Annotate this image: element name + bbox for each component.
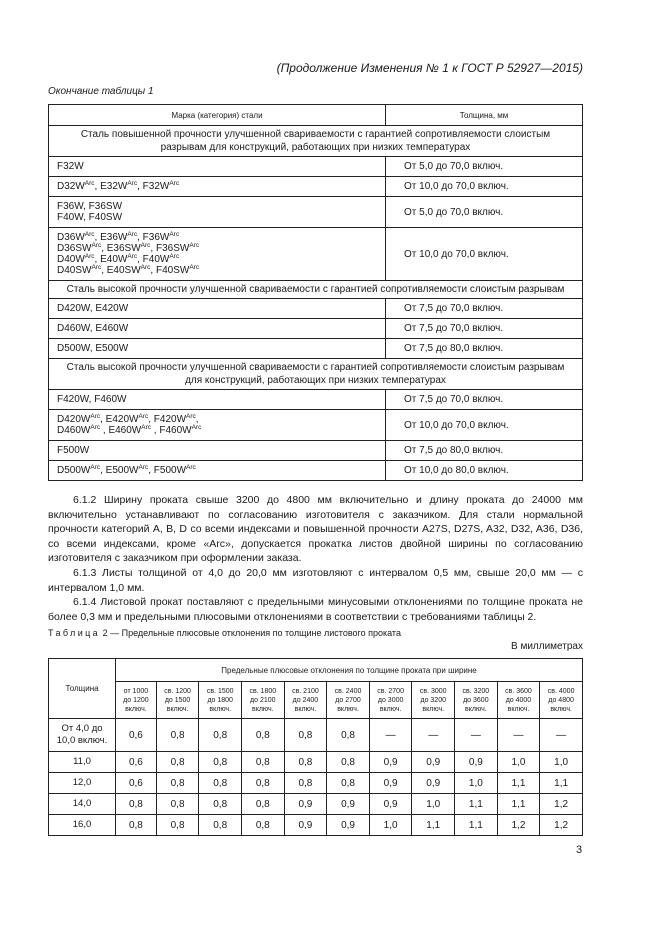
width-range-line: до 2400 — [292, 696, 319, 704]
grade-cell — [49, 410, 386, 441]
tolerance-value: 1,1 — [455, 794, 498, 815]
table2-caption — [48, 628, 401, 638]
tolerance-value: 1,0 — [497, 752, 540, 773]
tolerance-value: 0,8 — [116, 815, 157, 836]
thickness-label-line: 10,0 включ. — [56, 735, 108, 746]
tolerance-value: 1,1 — [497, 794, 540, 815]
grade-text: , F420W — [148, 414, 187, 425]
width-range-line: до 2700 — [335, 696, 361, 704]
tolerance-value: 1,0 — [455, 773, 498, 794]
width-range-header — [116, 682, 157, 719]
tolerance-value: 0,8 — [156, 752, 199, 773]
grade-line — [57, 243, 377, 254]
grade-superscript: Arc — [189, 242, 200, 249]
grade-row — [49, 461, 583, 481]
grade-cell — [49, 461, 386, 481]
grade-superscript: Arc — [84, 180, 95, 187]
width-range-header — [369, 682, 412, 719]
thickness-cell: От 10,0 до 70,0 включ. — [386, 410, 583, 441]
tolerance-group-header: Предельные плюсовые отклонения по толщине проката при ширине — [116, 659, 583, 682]
grade-text: , E36W — [94, 232, 128, 243]
tolerance-value: 0,8 — [156, 773, 199, 794]
grade-text: F420W, F460W — [57, 394, 127, 405]
grade-text: , F32W — [137, 181, 170, 192]
tolerance-value: — — [497, 719, 540, 752]
grade-text: , F40SW — [150, 265, 190, 276]
grade-text: , E36SW — [101, 243, 141, 254]
grade-text: D32W — [57, 181, 85, 192]
tolerance-value: 1,1 — [455, 815, 498, 836]
tolerance-value: 1,0 — [412, 794, 455, 815]
grade-superscript: Arc — [138, 464, 149, 471]
tolerance-value: 0,8 — [327, 752, 370, 773]
grade-row — [49, 441, 583, 461]
thickness-cell: От 7,5 до 70,0 включ. — [386, 319, 583, 339]
tolerance-value: 0,8 — [199, 719, 242, 752]
grade-superscript: Arc — [140, 242, 151, 249]
grade-row — [49, 197, 583, 228]
tolerance-value: 0,8 — [156, 719, 199, 752]
grade-superscript: Arc — [91, 242, 102, 249]
tolerance-value: 1,1 — [412, 815, 455, 836]
grade-text: , E460W — [100, 425, 142, 436]
width-range-line: св. 3200 — [462, 687, 490, 695]
width-range-line: от 1000 — [123, 687, 149, 695]
grade-superscript: Arc — [90, 413, 101, 420]
tolerance-value: 0,8 — [327, 719, 370, 752]
section-title: Сталь высокой прочности улучшенной свариваемости с гарантией сопротивляемости слоистым разрывам для конструкций, работающих при низких температурах — [49, 359, 583, 390]
width-range-line: включ. — [294, 705, 317, 713]
width-range-line: включ. — [337, 705, 359, 713]
grade-text: D500W — [57, 465, 91, 476]
width-range-line: включ. — [379, 705, 402, 713]
table2-caption-word: Таблица — [48, 628, 101, 638]
tolerance-value: 0,8 — [284, 752, 327, 773]
thickness-cell: От 5,0 до 70,0 включ. — [386, 197, 583, 228]
grade-cell — [49, 441, 386, 461]
grade-row — [49, 390, 583, 410]
grade-superscript: Arc — [141, 424, 151, 431]
grade-line — [57, 181, 377, 192]
width-range-line: до 3600 — [463, 696, 489, 704]
tolerance-value: 1,1 — [497, 773, 540, 794]
thickness-cell: От 7,5 до 70,0 включ. — [386, 390, 583, 410]
grade-superscript: Arc — [186, 464, 196, 471]
tolerance-value: 0,8 — [199, 773, 242, 794]
width-range-line: включ. — [125, 705, 147, 713]
tolerance-value: — — [540, 719, 583, 752]
grade-row — [49, 228, 583, 281]
tolerance-value: 0,6 — [116, 752, 157, 773]
grade-text: , E32W — [94, 181, 128, 192]
grade-line — [57, 254, 377, 265]
tolerance-value: 0,9 — [284, 815, 327, 836]
grade-text: , F36SW — [150, 243, 190, 254]
table1-caption: Окончание таблицы 1 — [48, 86, 154, 97]
grade-text: , E500W — [100, 465, 139, 476]
grade-column-header: Марка (категория) стали — [49, 105, 386, 126]
width-range-line: включ. — [550, 705, 572, 713]
tolerance-value: 0,8 — [284, 719, 327, 752]
table-row — [49, 773, 583, 794]
grade-text: , E40W — [94, 254, 128, 265]
grade-superscript: Arc — [169, 180, 180, 187]
paragraph-6-1-2: 6.1.2 Ширину проката свыше 3200 до 4800 мм включительно и длину проката до 24000 мм включительно устанавливают по согласованию изготовителя с заказчиком. Для стали нормальной прочности категорий A, B, D со всеми индексами и повышенной прочности A27S, D27S, A32, D32, A36, D36, со всеми индексами, кроме «Arc», допускается прокатка листов двойной ширины по согласованию изготовителя с заказчиком при оформлении заказа. — [48, 494, 583, 565]
thickness-label — [49, 794, 116, 815]
grade-line — [57, 265, 377, 276]
grade-superscript: Arc — [127, 253, 138, 260]
grade-line — [57, 303, 377, 314]
tolerance-value: 0,8 — [242, 815, 285, 836]
grade-line — [57, 394, 377, 405]
section-title: Сталь высокой прочности улучшенной свариваемости с гарантией сопротивляемости слоистым разрывам — [49, 281, 583, 299]
thickness-label — [49, 773, 116, 794]
tolerance-value: 1,0 — [540, 752, 583, 773]
table-row — [49, 752, 583, 773]
thickness-label-line: 12,0 — [72, 777, 92, 788]
table2-unit: В миллиметрах — [511, 641, 583, 652]
grade-row — [49, 410, 583, 441]
thickness-label — [49, 752, 116, 773]
table2-caption-text: 2 — Предельные плюсовые отклонения по толщине листового проката — [102, 628, 401, 638]
grade-superscript: Arc — [138, 413, 149, 420]
grade-superscript: Arc — [140, 264, 151, 271]
width-range-line: до 1500 — [164, 696, 191, 704]
grade-cell — [49, 299, 386, 319]
width-range-line: до 1800 — [207, 696, 233, 704]
tolerance-value: 0,6 — [116, 773, 157, 794]
tolerance-value: 1,1 — [540, 773, 583, 794]
thickness-cell: От 7,5 до 70,0 включ. — [386, 299, 583, 319]
grade-row — [49, 319, 583, 339]
thickness-label-line: 11,0 — [73, 756, 91, 767]
table-row — [49, 719, 583, 752]
grade-row — [49, 339, 583, 359]
thickness-label — [49, 815, 116, 836]
width-range-header — [327, 682, 370, 719]
width-range-line: включ. — [209, 705, 232, 713]
thickness-label-line: От 4,0 до — [61, 723, 103, 734]
width-range-header — [156, 682, 199, 719]
grade-text: D36W — [57, 232, 85, 243]
grade-text: , — [195, 414, 199, 425]
grade-row — [49, 299, 583, 319]
width-range-line: св. 4000 — [547, 687, 575, 695]
grade-text: , F36W — [137, 232, 170, 243]
grade-cell — [49, 228, 386, 281]
grade-text: , E40SW — [101, 265, 141, 276]
tolerance-value: 0,8 — [284, 773, 327, 794]
thickness-header: Толщина — [49, 659, 116, 719]
width-range-line: св. 1200 — [164, 687, 191, 695]
grade-superscript: Arc — [91, 264, 102, 271]
width-range-line: включ. — [166, 705, 189, 713]
tolerances-table — [48, 658, 583, 836]
section-row — [49, 281, 583, 299]
tolerance-value: 0,9 — [327, 794, 370, 815]
grade-superscript: Arc — [186, 413, 196, 420]
tolerance-value: — — [369, 719, 412, 752]
tolerance-value: 0,9 — [412, 752, 455, 773]
tolerance-value: 0,8 — [199, 752, 242, 773]
grade-line — [57, 425, 377, 436]
tolerance-value: 0,9 — [412, 773, 455, 794]
grade-text: D420W, E420W — [57, 303, 129, 314]
thickness-cell: От 10,0 до 70,0 включ. — [386, 228, 583, 281]
section-row — [49, 126, 583, 157]
width-range-header — [540, 682, 583, 719]
page-number: 3 — [576, 844, 583, 856]
grade-superscript: Arc — [127, 180, 138, 187]
thickness-label-line: 14,0 — [72, 798, 92, 809]
width-range-line: включ. — [422, 705, 445, 713]
grade-text: , F40W — [137, 254, 170, 265]
tolerance-value: — — [455, 719, 498, 752]
grade-text: D40SW — [57, 265, 92, 276]
tolerance-value: 0,8 — [327, 773, 370, 794]
grade-cell — [49, 390, 386, 410]
width-range-header — [412, 682, 455, 719]
thickness-cell: От 7,5 до 80,0 включ. — [386, 441, 583, 461]
width-range-header — [284, 682, 327, 719]
grade-text: D460W — [57, 425, 91, 436]
grade-superscript: Arc — [189, 264, 200, 271]
table-row — [49, 794, 583, 815]
width-range-line: включ. — [507, 705, 530, 713]
thickness-cell: От 10,0 до 80,0 включ. — [386, 461, 583, 481]
tolerance-value: 0,9 — [284, 794, 327, 815]
grade-cell — [49, 339, 386, 359]
width-range-line: св. 1500 — [206, 687, 234, 695]
grade-line — [57, 201, 377, 212]
grade-superscript: Arc — [84, 253, 95, 260]
tolerance-value: 0,8 — [242, 794, 285, 815]
width-range-header — [497, 682, 540, 719]
width-range-header — [455, 682, 498, 719]
grade-cell — [49, 157, 386, 177]
tolerance-value: 0,9 — [455, 752, 498, 773]
thickness-label-line: 16,0 — [72, 819, 92, 830]
grade-text: F32W — [57, 161, 84, 172]
tolerance-value: 1,2 — [540, 794, 583, 815]
width-range-line: до 1200 — [123, 696, 149, 704]
grade-superscript: Arc — [169, 253, 180, 260]
grade-text: D460W, E460W — [57, 323, 129, 334]
grade-line — [57, 212, 377, 223]
tolerance-value: 0,9 — [327, 815, 370, 836]
tolerance-value: 0,8 — [199, 815, 242, 836]
grade-line — [57, 343, 377, 354]
tolerance-value: 0,8 — [199, 794, 242, 815]
tolerance-value: 0,9 — [369, 773, 412, 794]
thickness-column-header: Толщина, мм — [386, 105, 583, 126]
thickness-cell: От 5,0 до 70,0 включ. — [386, 157, 583, 177]
grade-cell — [49, 197, 386, 228]
width-range-header — [242, 682, 285, 719]
width-range-line: до 4000 — [505, 696, 532, 704]
grade-row — [49, 177, 583, 197]
grade-text: D36SW — [57, 243, 92, 254]
width-range-line: св. 2400 — [334, 687, 362, 695]
grade-line — [57, 232, 377, 243]
grade-text: F40W, F40SW — [57, 212, 123, 223]
grade-text: F36W, F36SW — [57, 201, 123, 212]
tolerance-value: 0,8 — [156, 815, 199, 836]
width-range-header — [199, 682, 242, 719]
tolerance-value: 0,8 — [156, 794, 199, 815]
tolerance-value: 0,9 — [369, 794, 412, 815]
width-range-line: св. 2100 — [292, 687, 319, 695]
width-range-line: до 3000 — [377, 696, 404, 704]
width-range-line: включ. — [465, 705, 487, 713]
grade-superscript: Arc — [191, 424, 202, 431]
tolerance-value: 0,8 — [242, 773, 285, 794]
tolerance-value: 0,8 — [242, 752, 285, 773]
grade-line — [57, 445, 377, 456]
width-range-line: св. 2700 — [377, 687, 404, 695]
tolerance-value: 0,8 — [242, 719, 285, 752]
width-range-line: до 4800 — [548, 696, 574, 704]
grade-text: D420W — [57, 414, 91, 425]
grade-row — [49, 157, 583, 177]
grade-text: D500W, E500W — [57, 343, 129, 354]
width-range-line: св. 3600 — [505, 687, 532, 695]
grade-line — [57, 414, 377, 425]
tolerance-value: 0,6 — [116, 719, 157, 752]
table-row — [49, 815, 583, 836]
grade-text: , F500W — [148, 465, 187, 476]
section-title: Сталь повышенной прочности улучшенной свариваемости с гарантией сопротивляемости слоистым разрывам для конструкций, работающих при низких температурах — [49, 126, 583, 157]
paragraph-6-1-4: 6.1.4 Листовой прокат поставляют с предельными минусовыми отклонениями по толщине проката не более 0,3 мм и предельными плюсовыми отклонениями в соответствии с требованиями таблицы 2. — [48, 596, 583, 623]
grade-line — [57, 465, 377, 476]
grade-text: F500W — [57, 445, 90, 456]
grade-cell — [49, 319, 386, 339]
grade-superscript: Arc — [90, 464, 101, 471]
grade-superscript: Arc — [169, 231, 180, 238]
grade-text: , F460W — [151, 425, 192, 436]
width-range-line: св. 1800 — [249, 687, 277, 695]
tolerance-value: 1,2 — [540, 815, 583, 836]
grade-text: D40W — [57, 254, 85, 265]
tolerance-value: 1,0 — [369, 815, 412, 836]
tolerance-value: 0,8 — [116, 794, 157, 815]
tolerance-value: 0,9 — [369, 752, 412, 773]
grade-superscript: Arc — [90, 424, 101, 431]
thickness-cell: От 7,5 до 80,0 включ. — [386, 339, 583, 359]
paragraph-6-1-3: 6.1.3 Листы толщиной от 4,0 до 20,0 мм изготовляют с интервалом 0,5 мм, свыше 20,0 мм — с интервалом 1,0 мм. — [48, 566, 583, 594]
width-range-line: до 2100 — [250, 696, 276, 704]
grade-superscript: Arc — [127, 231, 138, 238]
width-range-line: включ. — [251, 705, 274, 713]
tolerance-value: — — [412, 719, 455, 752]
document-header: (Продолжение Изменения № 1 к ГОСТ Р 52927—2015) — [276, 61, 583, 75]
thickness-cell: От 10,0 до 70,0 включ. — [386, 177, 583, 197]
grade-superscript: Arc — [84, 231, 95, 238]
grade-line — [57, 161, 377, 172]
width-range-line: св. 3000 — [419, 687, 447, 695]
grade-line — [57, 323, 377, 334]
grade-cell — [49, 177, 386, 197]
thickness-label — [49, 719, 116, 752]
body-text — [48, 493, 583, 624]
steel-grades-table — [48, 104, 583, 481]
tolerance-value: 1,2 — [497, 815, 540, 836]
section-row — [49, 359, 583, 390]
grade-text: , E420W — [100, 414, 139, 425]
width-range-line: до 3200 — [420, 696, 446, 704]
